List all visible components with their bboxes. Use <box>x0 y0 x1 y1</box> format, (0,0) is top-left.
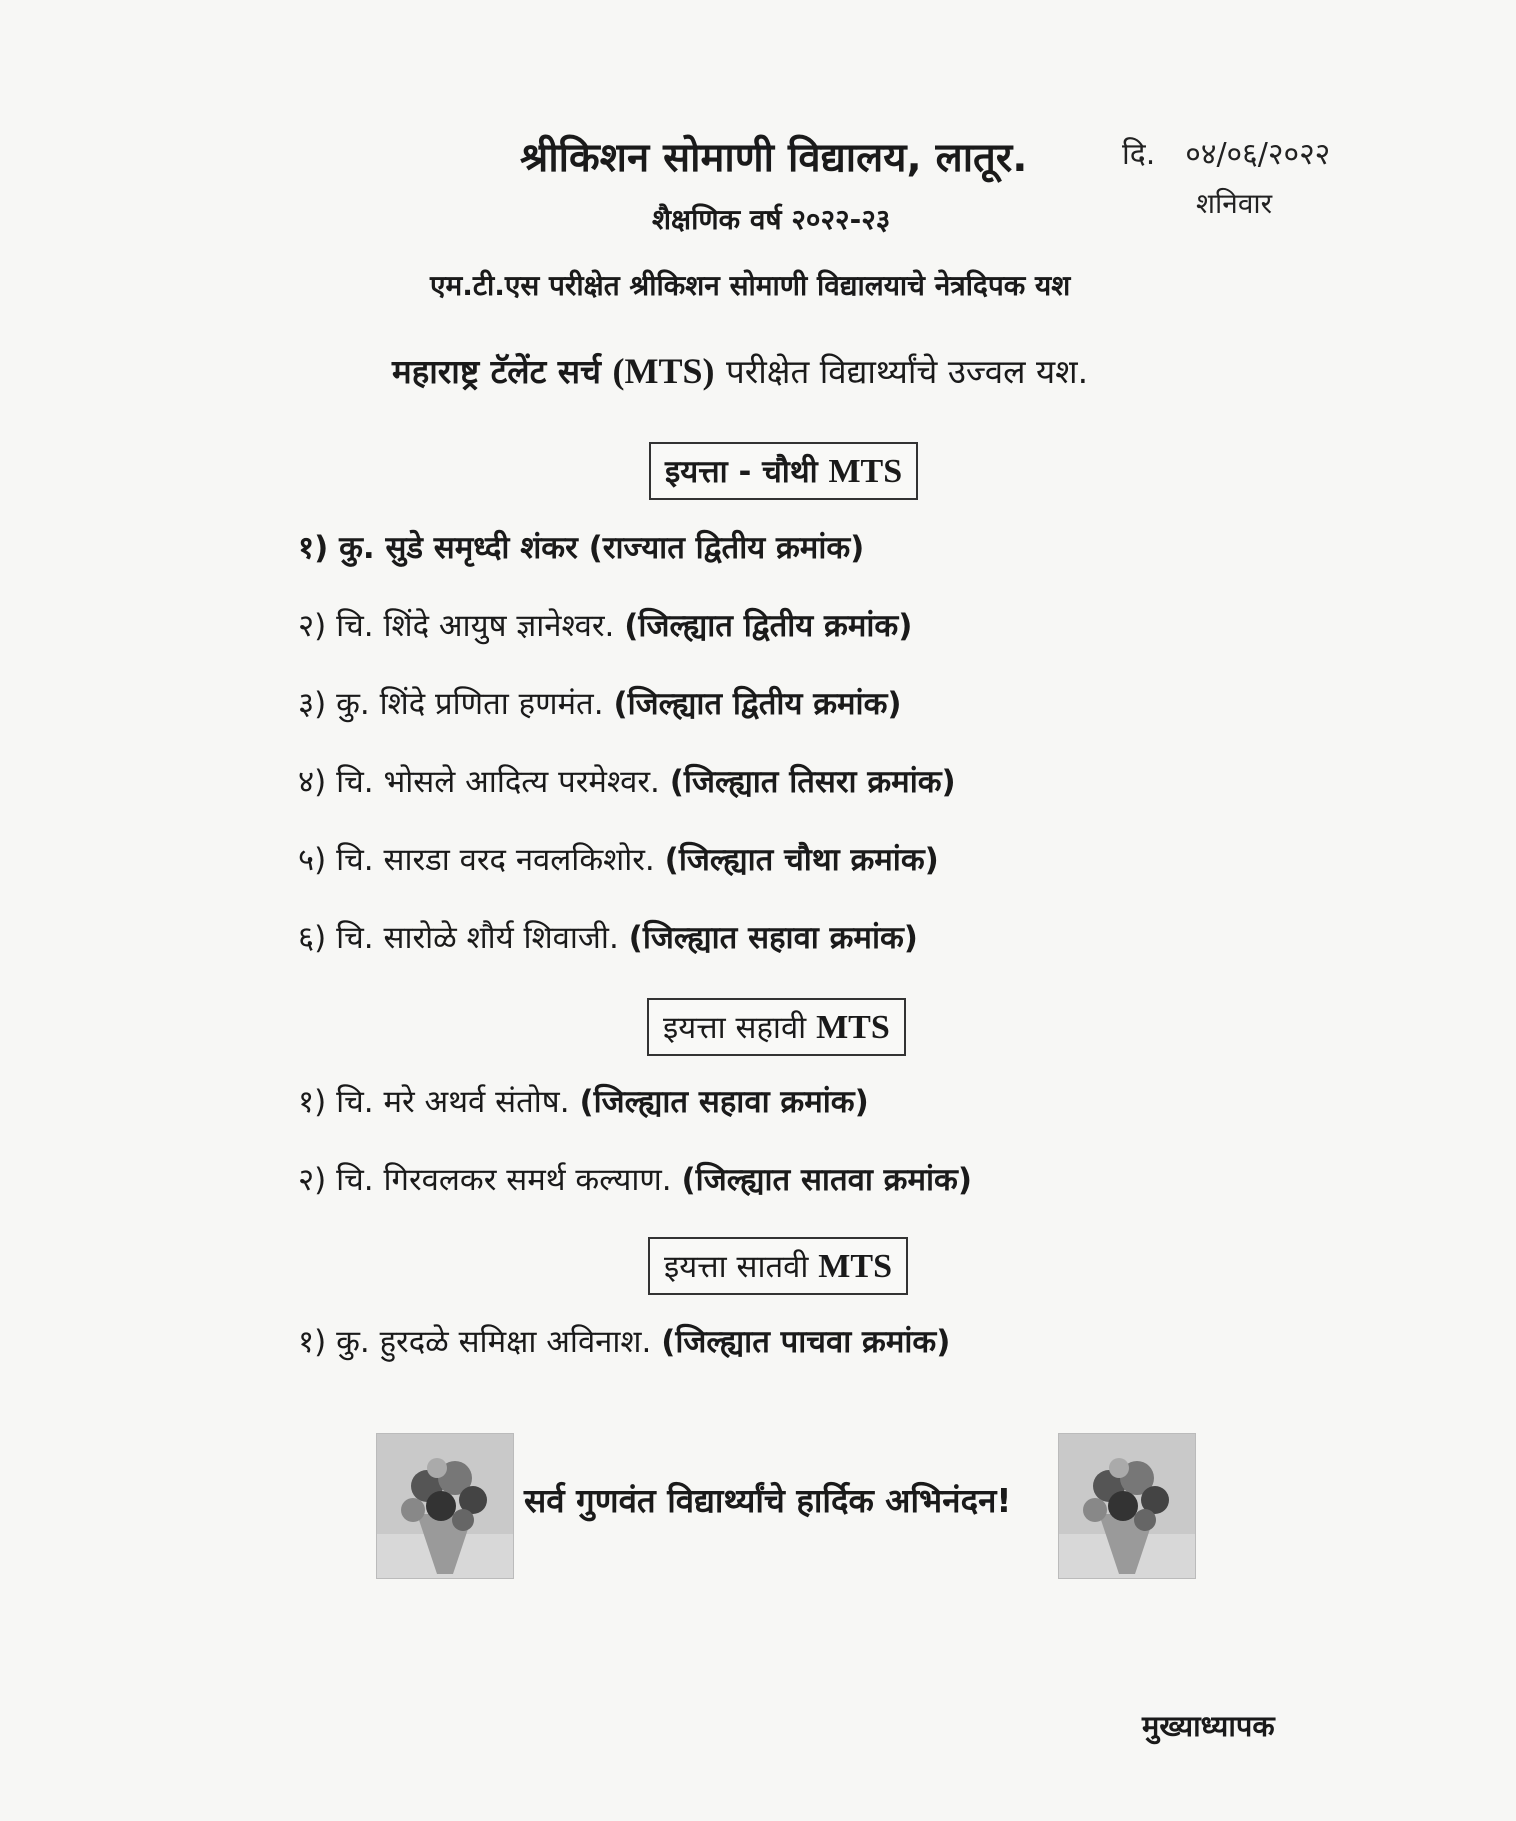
student-name: ६) चि. सारोळे शौर्य शिवाजी. <box>298 920 619 956</box>
section-title-class7 <box>648 1237 908 1295</box>
subheadline <box>392 348 1088 393</box>
student-rank: (जिल्ह्यात द्वितीय क्रमांक) <box>613 686 902 722</box>
subheadline-mts: (MTS) <box>612 351 715 391</box>
student-name: ५) चि. सारडा वरद नवलकिशोर. <box>298 842 655 878</box>
bouquet-icon <box>1059 1434 1195 1578</box>
list-item <box>298 916 918 958</box>
student-name: ३) कु. शिंदे प्रणिता हणमंत. <box>298 686 604 722</box>
list-item <box>298 526 864 568</box>
date <box>1122 132 1330 173</box>
list-item <box>298 1080 869 1122</box>
bouquet-image <box>1058 1433 1196 1579</box>
headline: एम.टी.एस परीक्षेत श्रीकिशन सोमाणी विद्यालयाचे नेत्रदिपक यश <box>430 269 1071 302</box>
congratulations-text: सर्व गुणवंत विद्यार्थ्यांचे हार्दिक अभिनंदन! <box>524 1481 1012 1520</box>
student-rank: (जिल्ह्यात सहावा क्रमांक) <box>579 1084 869 1120</box>
subheadline-suffix: परीक्षेत विद्यार्थ्यांचे उज्वल यश. <box>726 352 1089 391</box>
date-label: दि. <box>1122 137 1156 172</box>
student-name: २) चि. शिंदे आयुष ज्ञानेश्वर. <box>298 608 615 644</box>
student-name: १) कु. हुरदळे समिक्षा अविनाश. <box>298 1324 652 1360</box>
student-rank: (जिल्ह्यात सातवा क्रमांक) <box>681 1162 973 1198</box>
student-name: १) कु. सुडे समृध्दी शंकर <box>298 530 578 566</box>
list-item <box>298 760 956 802</box>
student-rank: (जिल्ह्यात द्वितीय क्रमांक) <box>624 608 913 644</box>
list-item <box>298 682 902 724</box>
subheadline-prefix: महाराष्ट्र टॅलेंट सर्च <box>392 352 601 391</box>
student-rank: (जिल्ह्यात तिसरा क्रमांक) <box>669 764 956 800</box>
list-item <box>298 838 939 880</box>
student-name: ४) चि. भोसले आदित्य परमेश्वर. <box>298 764 660 800</box>
section-title-class4 <box>649 442 918 500</box>
bouquet-icon <box>377 1434 513 1578</box>
school-name: श्रीकिशन सोमाणी विद्यालय, लातूर. <box>520 135 1028 181</box>
list-item <box>298 604 912 646</box>
bouquet-image <box>376 1433 514 1579</box>
section-title-mts: MTS <box>816 1009 890 1046</box>
day-of-week: शनिवार <box>1196 187 1273 220</box>
section-title-prefix: इयत्ता सातवी <box>664 1249 809 1285</box>
student-name: १) चि. मरे अथर्व संतोष. <box>298 1084 570 1120</box>
student-rank: (राज्यात द्वितीय क्रमांक) <box>588 530 865 566</box>
section-title-prefix: इयत्ता सहावी <box>663 1010 807 1046</box>
student-rank: (जिल्ह्यात पाचवा क्रमांक) <box>661 1324 951 1360</box>
section-title-mts: MTS <box>828 453 903 490</box>
section-title-mts: MTS <box>818 1248 892 1285</box>
academic-year: शैक्षणिक वर्ष २०२२-२३ <box>652 203 891 236</box>
student-name: २) चि. गिरवलकर समर्थ कल्याण. <box>298 1162 672 1198</box>
section-title-prefix: इयत्ता - चौथी <box>665 454 818 490</box>
section-title-class6 <box>647 998 906 1056</box>
signature-label: मुख्याध्यापक <box>1142 1709 1275 1743</box>
congratulations-row <box>376 1433 1196 1579</box>
list-item <box>298 1320 950 1362</box>
list-item <box>298 1158 972 1200</box>
date-value: ०४/०६/२०२२ <box>1185 137 1331 172</box>
student-rank: (जिल्ह्यात सहावा क्रमांक) <box>628 920 918 956</box>
student-rank: (जिल्ह्यात चौथा क्रमांक) <box>664 842 939 878</box>
